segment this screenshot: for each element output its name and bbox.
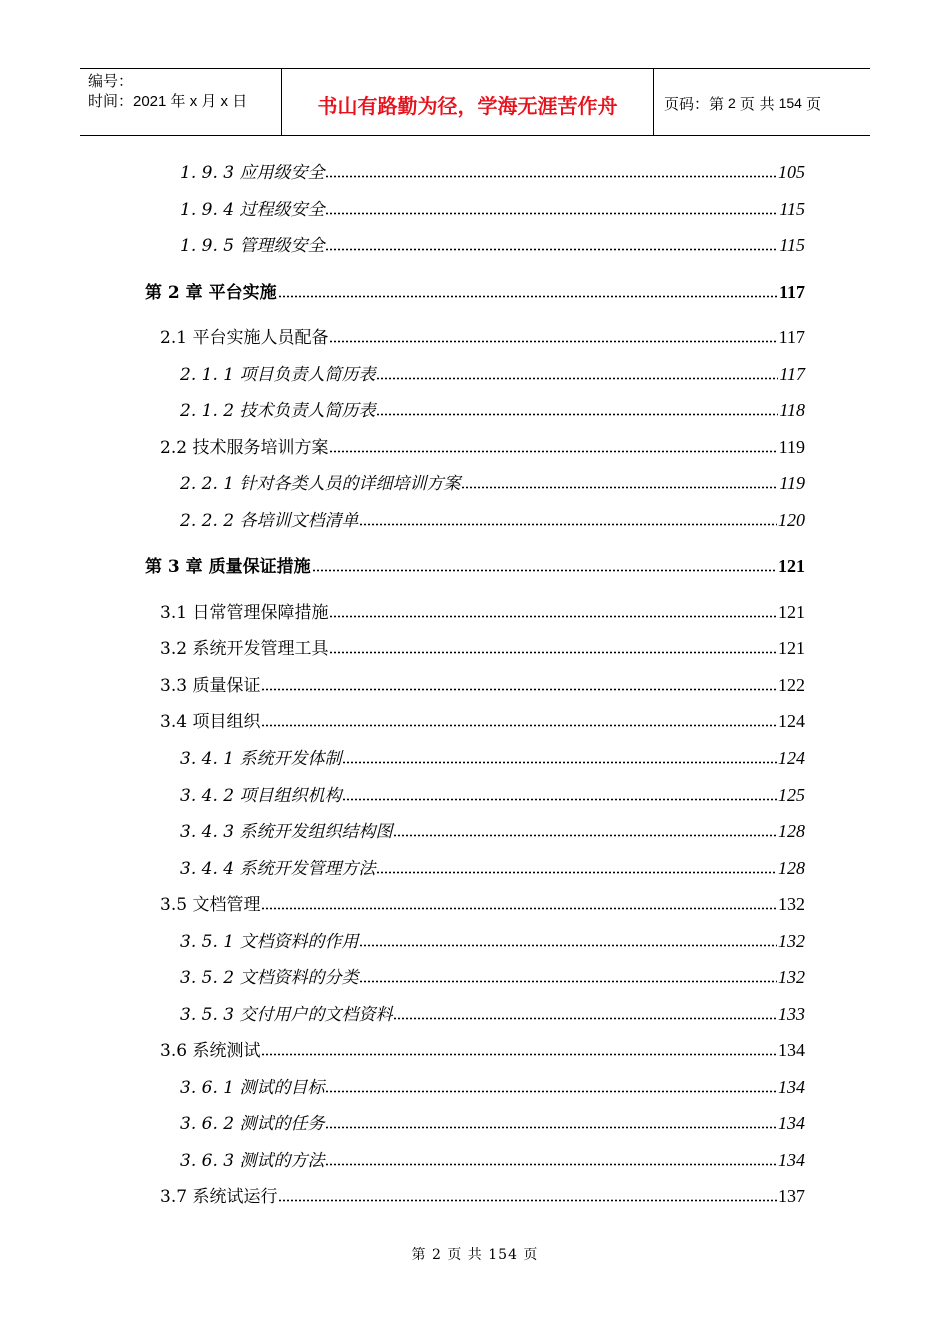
toc-entry-page: 124 bbox=[778, 711, 805, 731]
toc-dot-leader bbox=[359, 514, 777, 526]
toc-entry[interactable] bbox=[180, 1146, 805, 1172]
toc-dot-leader bbox=[325, 1117, 777, 1129]
toc-entry-title: 3.2 系统开发管理工具 bbox=[160, 639, 329, 659]
document-time-label: 时间：2021 年 x 月 x 日 bbox=[88, 93, 248, 110]
toc-dot-leader bbox=[329, 606, 777, 618]
toc-dot-leader bbox=[393, 1008, 777, 1020]
toc-entry-page: 134 bbox=[778, 1077, 805, 1097]
toc-entry[interactable] bbox=[180, 195, 805, 221]
toc-entry-title: 1. 9. 5 管理级安全 bbox=[180, 236, 325, 256]
toc-entry[interactable] bbox=[180, 396, 805, 422]
toc-entry-title: 1. 9. 4 过程级安全 bbox=[180, 200, 325, 220]
toc-entry-title: 3. 4. 1 系统开发体制 bbox=[180, 749, 342, 769]
toc-entry[interactable] bbox=[160, 890, 805, 916]
toc-entry-title: 2. 1. 1 项目负责人简历表 bbox=[180, 365, 376, 385]
toc-dot-leader bbox=[359, 971, 777, 983]
toc-entry[interactable] bbox=[180, 817, 805, 843]
toc-dot-leader bbox=[325, 166, 777, 178]
toc-entry-page: 115 bbox=[779, 199, 805, 219]
header-motto: 书山有路勤为径，学海无涯苦作舟 bbox=[282, 69, 654, 135]
toc-entry-title: 3. 5. 1 文档资料的作用 bbox=[180, 932, 359, 952]
toc-entry-page: 119 bbox=[778, 437, 805, 457]
toc-entry-page: 132 bbox=[778, 931, 805, 951]
page-current: 2 bbox=[728, 95, 736, 111]
header-page-info bbox=[654, 69, 870, 135]
toc-entry-page: 117 bbox=[778, 282, 805, 302]
toc-dot-leader bbox=[312, 560, 777, 572]
toc-entry-title: 3. 4. 2 项目组织机构 bbox=[180, 786, 342, 806]
header-meta bbox=[80, 69, 282, 135]
toc-entry-title: 3.1 日常管理保障措施 bbox=[160, 603, 329, 623]
toc-dot-leader bbox=[325, 239, 778, 251]
toc-dot-leader bbox=[329, 331, 777, 343]
toc-entry-page: 115 bbox=[779, 235, 805, 255]
toc-entry-title: 3. 6. 2 测试的任务 bbox=[180, 1114, 325, 1134]
toc-entry[interactable] bbox=[160, 634, 805, 660]
toc-entry[interactable] bbox=[180, 781, 805, 807]
toc-entry-title: 第 3 章 质量保证措施 bbox=[145, 557, 311, 577]
toc-dot-leader bbox=[376, 404, 778, 416]
toc-entry[interactable] bbox=[180, 1073, 805, 1099]
toc-entry-title: 2. 2. 1 针对各类人员的详细培训方案 bbox=[180, 474, 461, 494]
toc-entry[interactable] bbox=[180, 360, 805, 386]
toc-entry[interactable] bbox=[180, 963, 805, 989]
toc-entry-title: 3. 4. 4 系统开发管理方法 bbox=[180, 859, 376, 879]
toc-entry-page: 121 bbox=[778, 602, 805, 622]
toc-entry-page: 105 bbox=[778, 162, 805, 182]
toc-entry-page: 132 bbox=[778, 894, 805, 914]
toc-dot-leader bbox=[261, 715, 777, 727]
toc-dot-leader bbox=[325, 1081, 777, 1093]
document-number-label: 编号： bbox=[88, 73, 134, 90]
toc-dot-leader bbox=[376, 862, 777, 874]
toc-entry-page: 122 bbox=[778, 675, 805, 695]
toc-entry-page: 117 bbox=[778, 327, 805, 347]
toc-entry[interactable] bbox=[180, 1000, 805, 1026]
toc-entry-title: 3.4 项目组织 bbox=[160, 712, 261, 732]
toc-dot-leader bbox=[278, 1190, 777, 1202]
toc-entry[interactable] bbox=[145, 278, 805, 304]
toc-dot-leader bbox=[461, 477, 778, 489]
toc-entry[interactable] bbox=[160, 323, 805, 349]
toc-dot-leader bbox=[342, 789, 777, 801]
toc-entry[interactable] bbox=[180, 231, 805, 257]
page-header bbox=[80, 68, 870, 136]
toc-entry[interactable] bbox=[160, 1036, 805, 1062]
toc-entry-title: 第 2 章 平台实施 bbox=[145, 283, 277, 303]
toc-entry[interactable] bbox=[180, 927, 805, 953]
toc-entry[interactable] bbox=[160, 707, 805, 733]
toc-entry-page: 134 bbox=[778, 1113, 805, 1133]
toc-entry-title: 3. 6. 3 测试的方法 bbox=[180, 1151, 325, 1171]
toc-entry-title: 2.2 技术服务培训方案 bbox=[160, 438, 329, 458]
toc-entry[interactable] bbox=[180, 158, 805, 184]
toc-entry-page: 118 bbox=[779, 400, 805, 420]
toc-entry[interactable] bbox=[160, 598, 805, 624]
toc-dot-leader bbox=[325, 203, 778, 215]
toc-entry-title: 3.5 文档管理 bbox=[160, 895, 261, 915]
toc-entry-page: 133 bbox=[778, 1004, 805, 1024]
page-prefix: 页码：第 bbox=[664, 94, 725, 113]
toc-entry[interactable] bbox=[160, 1182, 805, 1208]
toc-entry-title: 3. 6. 1 测试的目标 bbox=[180, 1078, 325, 1098]
toc-dot-leader bbox=[261, 679, 777, 691]
toc-entry[interactable] bbox=[145, 552, 805, 578]
toc-entry[interactable] bbox=[180, 506, 805, 532]
toc-dot-leader bbox=[261, 898, 777, 910]
toc-dot-leader bbox=[261, 1044, 777, 1056]
toc-dot-leader bbox=[329, 642, 777, 654]
toc-entry-title: 1. 9. 3 应用级安全 bbox=[180, 163, 325, 183]
toc-entry-page: 125 bbox=[778, 785, 805, 805]
toc-entry[interactable] bbox=[160, 671, 805, 697]
toc-entry-title: 2.1 平台实施人员配备 bbox=[160, 328, 329, 348]
toc-entry[interactable] bbox=[180, 469, 805, 495]
toc-entry-page: 121 bbox=[778, 556, 805, 576]
page-suffix: 页 bbox=[805, 94, 821, 113]
toc-entry-title: 3. 5. 2 文档资料的分类 bbox=[180, 968, 359, 988]
toc-dot-leader bbox=[359, 935, 777, 947]
toc-dot-leader bbox=[393, 825, 777, 837]
toc-entry-title: 2. 2. 2 各培训文档清单 bbox=[180, 511, 359, 531]
toc-entry-title: 3.6 系统测试 bbox=[160, 1041, 261, 1061]
toc-entry[interactable] bbox=[180, 744, 805, 770]
page-total: 154 bbox=[778, 95, 802, 111]
toc-entry[interactable] bbox=[180, 1109, 805, 1135]
toc-entry-page: 121 bbox=[778, 638, 805, 658]
toc-entry-page: 117 bbox=[779, 364, 805, 384]
toc-dot-leader bbox=[278, 286, 778, 298]
toc-entry-title: 3. 5. 3 交付用户的文档资料 bbox=[180, 1005, 393, 1025]
toc-dot-leader bbox=[376, 368, 778, 380]
toc-entry-page: 132 bbox=[778, 967, 805, 987]
toc-entry-page: 124 bbox=[778, 748, 805, 768]
toc-entry-title: 3. 4. 3 系统开发组织结构图 bbox=[180, 822, 393, 842]
toc-entry[interactable] bbox=[160, 433, 805, 459]
toc-entry-page: 120 bbox=[778, 510, 805, 530]
toc-entry-page: 137 bbox=[778, 1186, 805, 1206]
page-footer: 第 2 页 共 154 页 bbox=[411, 1247, 539, 1263]
toc-entry-page: 134 bbox=[778, 1150, 805, 1170]
toc-entry[interactable] bbox=[180, 854, 805, 880]
toc-entry-page: 119 bbox=[779, 473, 805, 493]
toc-entry-title: 3.3 质量保证 bbox=[160, 676, 261, 696]
toc-dot-leader bbox=[325, 1154, 777, 1166]
toc-entry-page: 134 bbox=[778, 1040, 805, 1060]
toc-entry-page: 128 bbox=[778, 821, 805, 841]
toc-entry-title: 3.7 系统试运行 bbox=[160, 1187, 278, 1207]
toc-dot-leader bbox=[342, 752, 777, 764]
page-middle: 页 共 bbox=[739, 94, 775, 113]
toc-entry-title: 2. 1. 2 技术负责人简历表 bbox=[180, 401, 376, 421]
toc-entry-page: 128 bbox=[778, 858, 805, 878]
toc-dot-leader bbox=[329, 441, 777, 453]
